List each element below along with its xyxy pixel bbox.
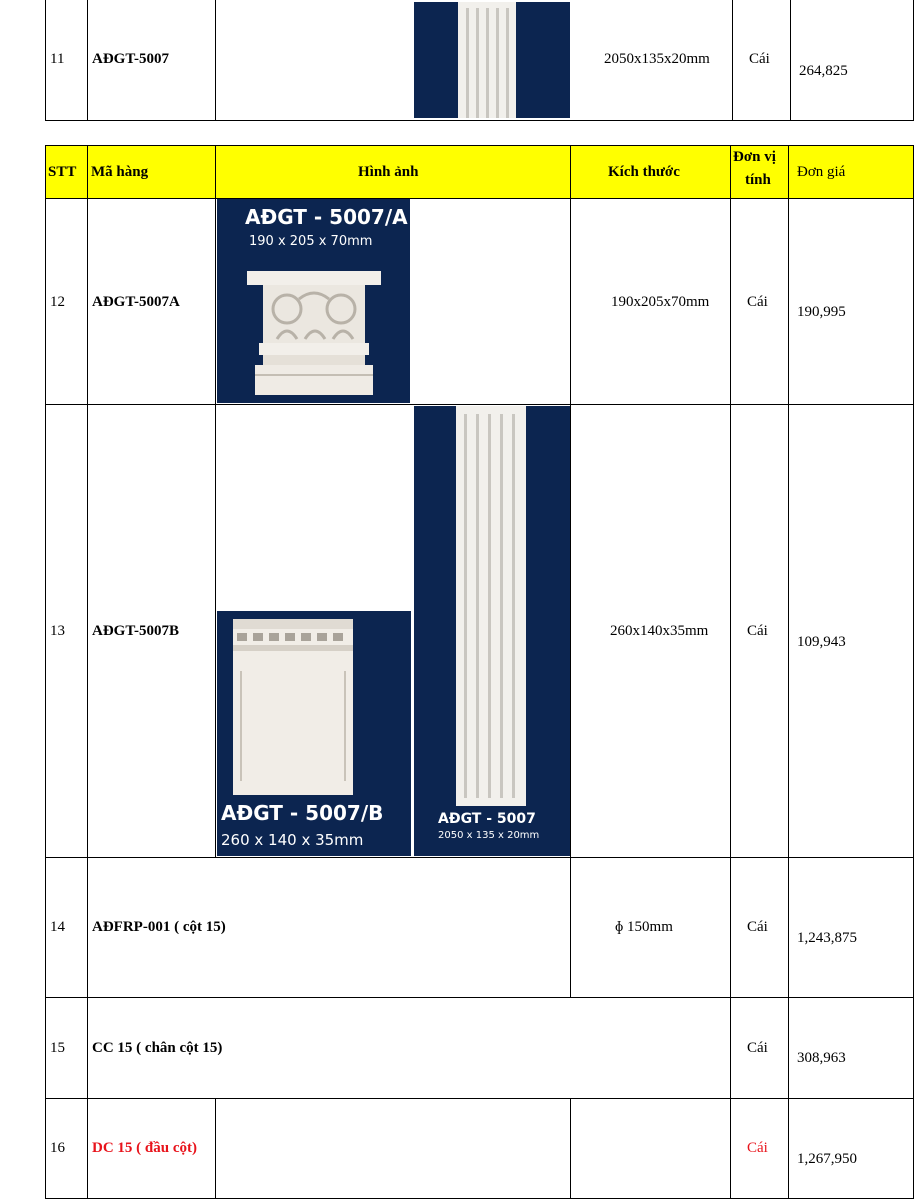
row-15-stt: 15 [50,1040,65,1056]
row-12-product-image [217,199,410,403]
row-16-unit: Cái [747,1140,768,1156]
row-16-price: 1,267,950 [797,1151,857,1167]
row-12-unit: Cái [747,294,768,310]
row-13-product-image-base [217,611,411,856]
row-12-stt: 12 [50,294,65,310]
row-11-unit: Cái [749,51,770,67]
row-16-code: DC 15 ( đầu cột) [92,1140,197,1156]
row-11-code: AĐGT-5007 [92,51,169,67]
row-12-image-dims: 190 x 205 x 70mm [249,234,373,249]
row-13-stt: 13 [50,623,65,639]
header-price: Đơn giá [797,164,846,180]
header-unit-line2: tính [745,172,771,188]
row-11-stt: 11 [50,51,65,67]
row-13-image2-dims: 2050 x 135 x 20mm [438,830,540,841]
header-code: Mã hàng [91,164,149,180]
row-13-unit: Cái [747,623,768,639]
row-13-price: 109,943 [797,634,846,650]
row-14-stt: 14 [50,919,65,935]
header-size: Kích thước [608,164,680,180]
row-13-code: AĐGT-5007B [92,623,179,639]
row-11-product-image [414,2,570,118]
row-12-image-title: AĐGT - 5007/A [245,205,408,229]
row-14-code: AĐFRP-001 ( cột 15) [92,919,226,935]
row-15-unit: Cái [747,1040,768,1056]
row-13-size: 260x140x35mm [610,623,709,639]
capital-icon [217,199,410,403]
row-12-size: 190x205x70mm [611,294,710,310]
header-image: Hình ảnh [358,164,419,180]
table-header [45,146,914,198]
row-14-size: ɸ 150mm [615,919,673,935]
row-11-price: 264,825 [799,63,848,79]
row-13-image2-title: AĐGT - 5007 [438,811,536,827]
row-15-code: CC 15 ( chân cột 15) [92,1040,223,1056]
row-15-price: 308,963 [797,1050,846,1066]
row-14-unit: Cái [747,919,768,935]
row-13-image-title: AĐGT - 5007/B [221,801,384,825]
row-11-size: 2050x135x20mm [604,51,710,67]
row-13-product-image-pilaster [414,406,570,856]
header-unit-line1: Đơn vị [733,149,776,165]
row-13-image-dims: 260 x 140 x 35mm [221,831,364,849]
row-12-code: AĐGT-5007A [92,294,180,310]
row-16-stt: 16 [50,1140,65,1156]
header-stt: STT [48,164,77,180]
row-14-price: 1,243,875 [797,930,857,946]
row-12-price: 190,995 [797,304,846,320]
